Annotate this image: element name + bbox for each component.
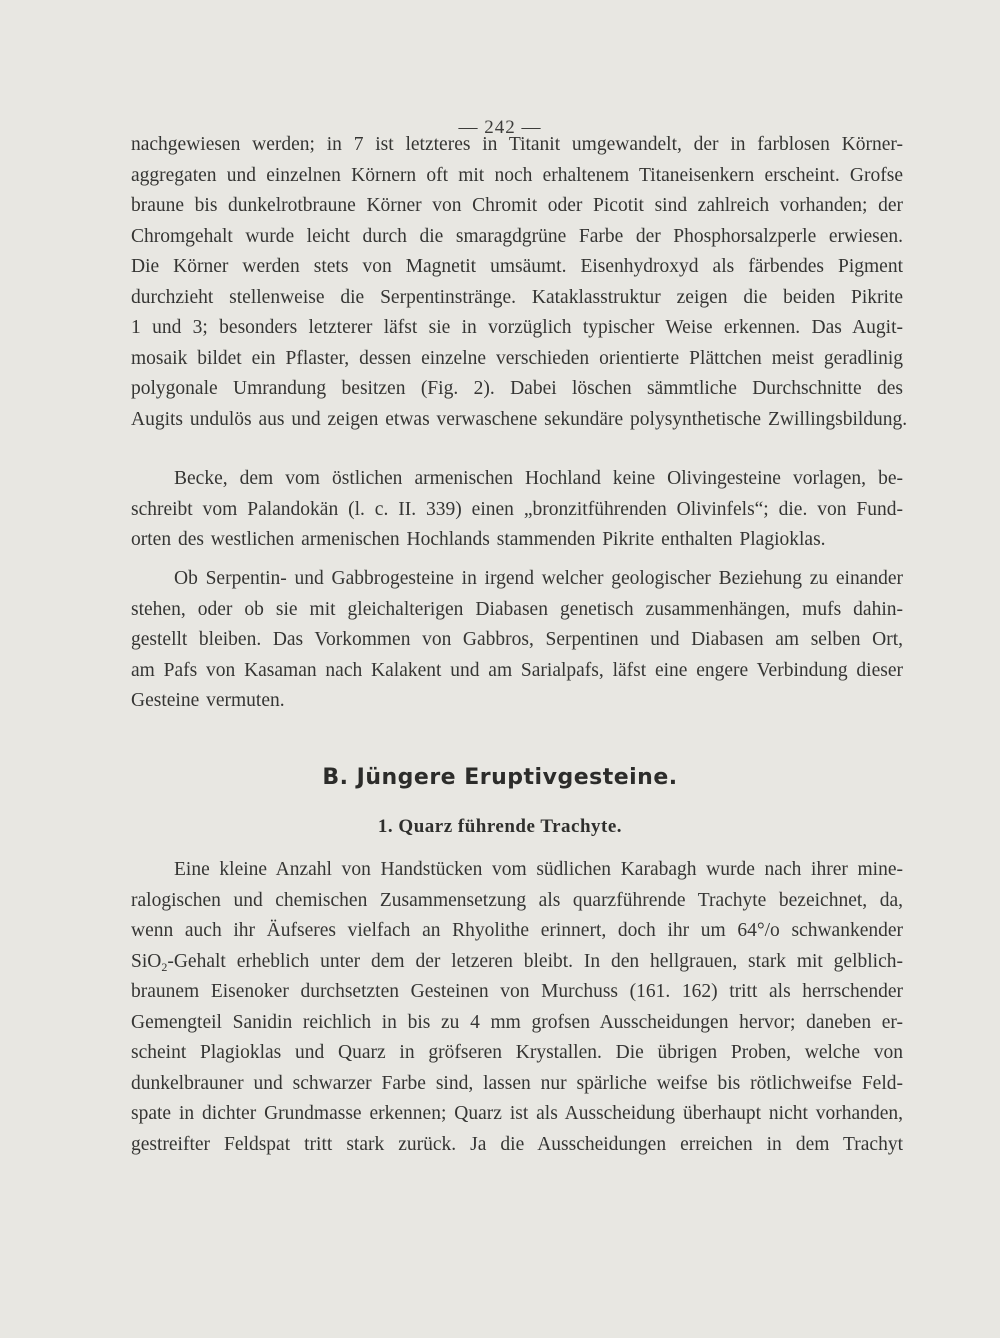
- subsection-heading: 1. Quarz führende Trachyte.: [377, 816, 623, 837]
- text-line: Die Körner werden stets von Magnetit umsäumt. Eisenhydroxyd als färbendes Pigment: [131, 256, 903, 277]
- text-line: aggregaten und einzelnen Körnern oft mit noch erhaltenem Titaneisenkern erscheint. Grofse: [131, 164, 903, 186]
- paragraph-4: [131, 855, 903, 1191]
- text-line: wenn auch ihr Äufseres vielfach an Rhyolithe erinnert, doch ihr um 64°/o schwankender: [131, 920, 903, 941]
- formula-subscript: 2: [161, 959, 168, 974]
- formula-rest: -Gehalt erheblich unter dem der letzeren bleibt. In den hellgrauen, stark mit gelblich-: [167, 950, 903, 972]
- text-line: gestreifter Feldspat tritt stark zurück. Ja die Ausscheidungen erreichen in dem Trachyt: [131, 1133, 903, 1155]
- text-line: orten des westlichen armenischen Hochlands stammenden Pikrite enthalten Plagioklas.: [131, 529, 826, 550]
- paragraph-2: [131, 464, 903, 556]
- text-line: ralogischen und chemischen Zusammensetzung als quarzführende Trachyte bezeichnet, da,: [131, 889, 903, 911]
- text-line: dunkelbrauner und schwarzer Farbe sind, lassen nur spärliche weifse bis rötlichweifse Feld-: [131, 1072, 903, 1094]
- text-line: 1 und 3; besonders letzterer läfst sie in vorzüglich typischer Weise erkennen. Das Augit-: [131, 317, 903, 338]
- text-line: Chromgehalt wurde leicht durch die smaragdgrüne Farbe der Phosphorsalzperle erwiesen.: [131, 225, 903, 247]
- text-line-formula: [131, 947, 903, 978]
- text-line: nachgewiesen werden; in 7 ist letzteres in Titanit umgewandelt, der in farblosen Körner-: [131, 134, 903, 155]
- text-line: polygonale Umrandung besitzen (Fig. 2). Dabei löschen sämmtliche Durchschnitte des: [131, 378, 903, 399]
- paragraph-3: [131, 564, 903, 717]
- text-line: stehen, oder ob sie mit gleichalterigen Diabasen genetisch zusammenhängen, mufs dahin-: [131, 598, 903, 620]
- text-line: am Pafs von Kasaman nach Kalakent und am Sarialpafs, läfst eine engere Verbindung dieser: [131, 659, 903, 681]
- section-heading: B. Jüngere Eruptivgesteine.: [322, 765, 678, 790]
- page-number: — 242 —: [458, 117, 542, 138]
- text-line: gestellt bleiben. Das Vorkommen von Gabbros, Serpentinen und Diabasen am selben Ort,: [131, 629, 903, 650]
- text-line: durchzieht stellenweise die Serpentinstränge. Kataklasstruktur zeigen die beiden Pikrite: [131, 286, 903, 308]
- paragraph-1: [131, 130, 908, 435]
- formula-sio: SiO: [131, 950, 162, 972]
- text-line: mosaik bildet ein Pflaster, dessen einzelne verschieden orientierte Plättchen meist geradlinig: [131, 347, 903, 369]
- text-line: [131, 1160, 903, 1191]
- text-line: Gesteine vermuten.: [131, 690, 285, 711]
- text-line: Eine kleine Anzahl von Handstücken vom südlichen Karabagh wurde nach ihrer mine-: [174, 859, 903, 880]
- text-line: schreibt vom Palandokän (l. c. II. 339) einen „bronzitführenden Olivinfels“; die. von Fund-: [131, 498, 903, 520]
- text-line: braune bis dunkelrotbraune Körner von Chromit oder Picotit sind zahlreich vorhanden; der: [131, 195, 903, 216]
- text-line: braunem Eisenoker durchsetzten Gesteinen von Murchuss (161. 162) tritt als herrschender: [131, 981, 903, 1002]
- text-line: scheint Plagioklas und Quarz in gröfseren Krystallen. Die übrigen Proben, welche von: [131, 1042, 903, 1063]
- text-line: Gemengteil Sanidin reichlich in bis zu 4 mm grofsen Ausscheidungen hervor; daneben er-: [131, 1011, 903, 1033]
- text-line: spate in dichter Grundmasse erkennen; Quarz ist als Ausscheidung überhaupt nicht vorhanden,: [131, 1103, 903, 1124]
- text-line: Augits undulös aus und zeigen etwas verwaschene sekundäre polysynthetische Zwillingsbildung.: [131, 408, 908, 430]
- text-line: Ob Serpentin- und Gabbrogesteine in irgend welcher geologischer Beziehung zu einander: [174, 568, 903, 589]
- text-line: Becke, dem vom östlichen armenischen Hochland keine Olivingesteine vorlagen, be-: [174, 468, 903, 489]
